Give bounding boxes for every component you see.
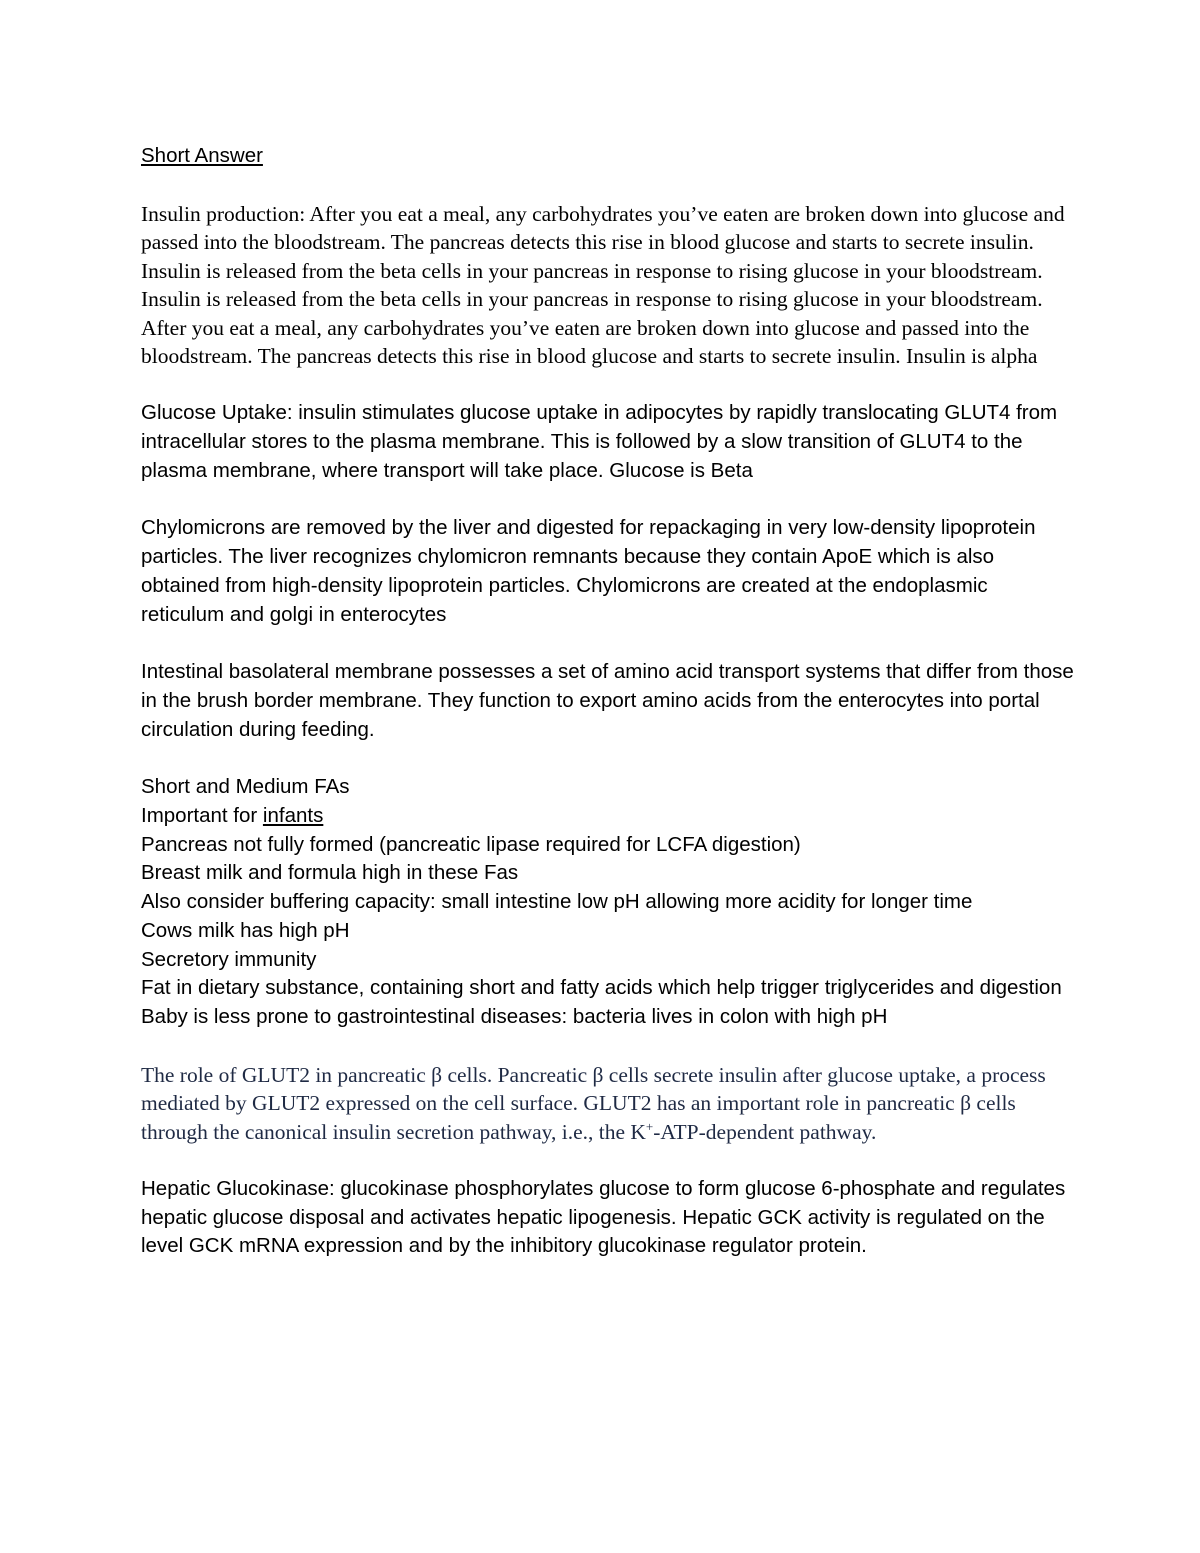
fa-note-line: Baby is less prone to gastrointestinal diseases: bacteria lives in colon with high pH: [141, 1005, 888, 1028]
document-page: [141, 142, 1076, 1290]
fa-note-line: Fat in dietary substance, containing short and fatty acids which help trigger triglycerides and digestion: [141, 976, 1062, 1000]
underlined-word: infants: [262, 803, 324, 827]
glut2-text: The role of GLUT2 in pancreatic β cells. Pancreatic β cells secrete insulin after glucose uptake, a process mediated by GLUT2 expressed on the cell surface. GLUT2 has an important role in pancreatic β cells through the canonical insulin secretion pathway, i.e., the K: [141, 1062, 1046, 1144]
basolateral-membrane-paragraph: Intestinal basolateral membrane possesses a set of amino acid transport systems that differ from those in the brush border membrane. They function to export amino acids from the enterocytes into portal circulation during feeding.: [141, 660, 1074, 741]
superscript-plus: +: [645, 1118, 654, 1134]
fa-note-prefix: Important for: [141, 803, 263, 827]
glut2-text-end: -ATP-dependent pathway.: [653, 1119, 877, 1144]
section-heading: Short Answer: [141, 144, 263, 167]
fa-note-line: Secretory immunity: [141, 947, 317, 971]
fatty-acids-notes: [141, 773, 1076, 1032]
fa-note-line: Short and Medium FAs: [141, 775, 350, 798]
fa-note-line: Pancreas not fully formed (pancreatic lipase required for LCFA digestion): [141, 832, 801, 856]
glut2-paragraph: [141, 1061, 1076, 1147]
glucokinase-paragraph: Hepatic Glucokinase: glucokinase phosphorylates glucose to form glucose 6-phosphate and regulates hepatic glucose disposal and activates hepatic lipogenesis. Hepatic GCK activity is regulated on the level GCK mRNA expression and by the inhibitory glucokinase regulator protein.: [141, 1176, 1066, 1258]
fa-note-line: Also consider buffering capacity: small intestine low pH allowing more acidity for longer time: [141, 890, 973, 913]
glucose-uptake-paragraph: Glucose Uptake: insulin stimulates glucose uptake in adipocytes by rapidly translocating GLUT4 from intracellular stores to the plasma membrane. This is followed by a slow transition of GLUT4 to the plasma membrane, where transport will take place. Glucose is Beta: [141, 401, 1058, 482]
fa-note-line: [141, 802, 1076, 831]
fa-note-line: Breast milk and formula high in these Fas: [141, 861, 519, 885]
chylomicrons-paragraph: Chylomicrons are removed by the liver and digested for repackaging in very low-density lipoprotein particles. The liver recognizes chylomicron remnants because they contain ApoE which is also obtained from high-density lipoprotein particles. Chylomicrons are created at the endoplasmic reticulum and golgi in enterocytes: [141, 516, 1036, 626]
insulin-production-paragraph: Insulin production: After you eat a meal, any carbohydrates you’ve eaten are broken down into glucose and passed into the bloodstream. The pancreas detects this rise in blood glucose and starts to secrete insulin. Insulin is released from the beta cells in your pancreas in response to rising glucose in your bloodstream. Insulin is released from the beta cells in your pancreas in response to rising glucose in your bloodstream. After you eat a meal, any carbohydrates you’ve eaten are broken down into glucose and passed into the bloodstream. The pancreas detects this rise in blood glucose and starts to secrete insulin. Insulin is alpha: [141, 201, 1065, 368]
fa-note-line: Cows milk has high pH: [141, 918, 350, 942]
